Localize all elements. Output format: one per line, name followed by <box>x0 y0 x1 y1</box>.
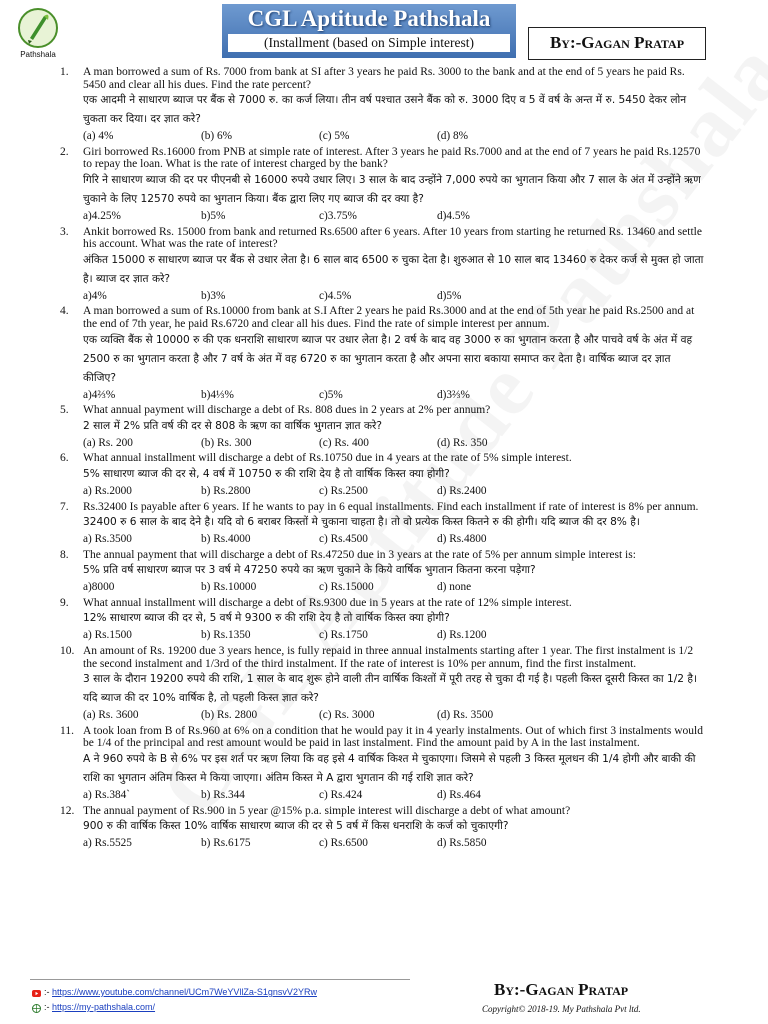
option-a: a) Rs.3500 <box>83 533 132 546</box>
question-list <box>0 66 768 853</box>
question-text-hi: 12% साधारण ब्याज की दर से, 5 वर्ष मे 9300 रु की राशि देय है तो वार्षिक किस्त क्या होगी? <box>83 612 450 625</box>
option-a: a) Rs.1500 <box>83 629 132 642</box>
option-c: c) Rs.1750 <box>319 629 368 642</box>
question-number: 5. <box>60 404 69 417</box>
copyright-text: Copyright© 2018-19. My Pathshala Pvt ltd. <box>482 1004 641 1014</box>
question-text-en: The annual payment that will discharge a debt of Rs.47250 due in 3 years at the rate of 5% per annum simple interest is: <box>83 548 636 561</box>
question-2 <box>0 146 768 223</box>
youtube-link-row: :- https://www.youtube.com/channel/UCm7WeYVllZa-S1gnsvV2YRw <box>32 987 317 997</box>
question-text-hi: गिरि ने साधारण ब्याज की दर पर पीएनबी से 16000 रुपये उधार लिए। 3 साल के बाद उन्होंने 7,000 रुपये का भुगतान किया और 7 साल के अंत में उन्होंने ऋण चुकाने के लिए 12570 रुपये का भुगतान किया। बैंक द्वारा लिए गए ब्याज की दर क्या है? <box>83 173 701 205</box>
question-10 <box>0 645 768 722</box>
question-12 <box>0 805 768 850</box>
option-c: c) Rs.4500 <box>319 533 368 546</box>
question-9 <box>0 597 768 642</box>
question-text-hi: एक व्यक्ति बैंक से 10000 रु की एक धनराशि साधारण ब्याज पर उधार लेता है। 2 वर्ष के बाद वह 3000 रु का भुगतान करता है और पाचवे वर्ष के अंत में वह 2500 रु का भुगतान करता है और 7 वर्ष के अंत में वह 6720 रु का भुगतान करता है और अपना सारा बकाया समाप्त कर देता है। वार्षिक ब्याज दर ज्ञात कीजिए? <box>83 333 693 384</box>
options-row <box>83 290 706 303</box>
question-1 <box>0 66 768 143</box>
youtube-link[interactable]: https://www.youtube.com/channel/UCm7WeYVllZa-S1gnsvV2YRw <box>52 987 317 997</box>
option-d: d) Rs.464 <box>437 789 481 802</box>
option-a: a) Rs.2000 <box>83 484 132 497</box>
author-box: By:-Gagan Pratap <box>528 27 706 60</box>
option-d: d) none <box>437 581 472 594</box>
question-8 <box>0 549 768 594</box>
question-3 <box>0 226 768 303</box>
question-text-hi: A ने 960 रुपये के B से 6% पर इस शर्त पर ऋण लिया कि वह इसे 4 वार्षिक किश्त मे चुकाएगा। जिसमे से पहली 3 किस्त मूलधन की 1/4 होगी और बाकी की राशि का भुगतान अंतिम किस्त मे किया जाएगा। अंतिम किस्त मे A द्वारा भुगतान की गई राशि ज्ञात करे? <box>83 753 696 785</box>
question-number: 8. <box>60 548 69 561</box>
title-banner <box>222 4 516 58</box>
option-b: b) Rs.6175 <box>201 837 251 850</box>
option-b: (b) 6% <box>201 130 233 143</box>
option-b: b) Rs.10000 <box>201 581 257 594</box>
option-b: b) Rs.2800 <box>201 484 251 497</box>
question-11 <box>0 725 768 802</box>
logo-label: Pathshala <box>20 50 56 59</box>
question-5 <box>0 404 768 449</box>
option-d: d) Rs.2400 <box>437 484 487 497</box>
option-c: (c) Rs. 400 <box>319 436 369 449</box>
options-row <box>83 210 706 223</box>
option-c: (c) 5% <box>319 130 350 143</box>
question-text-hi: 32400 रु 6 साल के बाद देने है। यदि वो 6 बराबर किस्तों मे चुकाना चाहता है। तो वो प्रत्येक किस्त कितने रु की होगी। यदि ब्याज की दर 8% है। <box>83 516 640 529</box>
option-d: d)3⅔% <box>437 388 470 401</box>
option-a: a)4% <box>83 289 107 302</box>
page-header <box>0 0 768 64</box>
option-a: (a) Rs. 3600 <box>83 709 139 722</box>
question-text-en: The annual payment of Rs.900 in 5 year @15% p.a. simple interest will discharge a debt of what amount? <box>83 804 571 817</box>
option-b: b) Rs.1350 <box>201 629 251 642</box>
option-c: (c) Rs. 3000 <box>319 709 375 722</box>
pathshala-logo <box>10 4 66 60</box>
question-7 <box>0 501 768 546</box>
question-number: 3. <box>60 225 69 238</box>
option-a: (a) 4% <box>83 130 114 143</box>
options-row <box>83 437 706 450</box>
option-c: c)3.75% <box>319 209 357 222</box>
options-row <box>83 581 706 594</box>
question-text-en: What annual installment will discharge a debt of Rs.9300 due in 5 years at the rate of 12% simple interest. <box>83 596 572 609</box>
option-c: c) Rs.15000 <box>319 581 374 594</box>
question-text-hi: 900 रु की वार्षिक किस्त 10% वार्षिक साधारण ब्याज की दर से 5 वर्ष में किस धनराशि के कर्ज को चुकाएगी? <box>83 820 509 833</box>
option-a: a) Rs.384` <box>83 789 131 802</box>
question-number: 6. <box>60 452 69 465</box>
option-d: d)5% <box>437 289 462 302</box>
option-d: d) Rs.1200 <box>437 629 487 642</box>
option-a: a)8000 <box>83 581 115 594</box>
option-b: b)3% <box>201 289 226 302</box>
option-c: c)4.5% <box>319 289 352 302</box>
question-text-hi: 5% साधारण ब्याज की दर से, 4 वर्ष में 10750 रु की राशि देय है तो वार्षिक किस्त क्या होगी? <box>83 467 450 480</box>
option-a: a)4⅔% <box>83 388 116 401</box>
options-row <box>83 837 706 850</box>
option-a: a)4.25% <box>83 209 121 222</box>
question-text-hi: 2 साल में 2% प्रति वर्ष की दर से 808 के ऋण का वार्षिक भुगतान ज्ञात करे? <box>83 419 382 432</box>
options-row <box>83 629 706 642</box>
footer-author: By:-Gagan Pratap <box>494 980 629 999</box>
option-d: (d) Rs. 350 <box>437 436 488 449</box>
option-b: b)5% <box>201 209 226 222</box>
option-b: b) Rs.4000 <box>201 533 251 546</box>
page-footer <box>0 974 768 1024</box>
page-title: CGL Aptitude Pathshala <box>247 6 491 31</box>
option-a: a) Rs.5525 <box>83 837 132 850</box>
question-number: 12. <box>60 804 75 817</box>
question-4 <box>0 305 768 401</box>
question-number: 10. <box>60 645 75 658</box>
option-d: (d) Rs. 3500 <box>437 709 494 722</box>
question-number: 11. <box>60 724 74 737</box>
question-text-en: What annual payment will discharge a debt of Rs. 808 dues in 2 years at 2% per annum? <box>83 404 491 417</box>
question-number: 4. <box>60 305 69 318</box>
option-d: (d) 8% <box>437 130 469 143</box>
option-b: (b) Rs. 2800 <box>201 709 258 722</box>
options-row <box>83 533 706 546</box>
question-text-en: Rs.32400 Is payable after 6 years. If he wants to pay in 6 equal installments. Find each installment if rate of interest is 8% per annum. <box>83 500 699 513</box>
question-text-en: Giri borrowed Rs.16000 from PNB at simple rate of interest. After 3 years he paid Rs.7000 and at the end of 7 years he paid Rs.12570 to repay the loan. What is the rate of interest charged by the bank? <box>83 145 701 171</box>
question-text-en: A man borrowed a sum of Rs. 7000 from bank at SI after 3 years he paid Rs. 3000 to the bank and at the end of 5 years he paid Rs. 5450 and clear all his dues. Find the rate percent? <box>83 66 685 91</box>
options-row <box>83 789 706 802</box>
question-6 <box>0 452 768 497</box>
option-b: b)4⅓% <box>201 388 234 401</box>
question-number: 7. <box>60 500 69 513</box>
options-row <box>83 709 706 722</box>
question-text-en: A man borrowed a sum of Rs.10000 from bank at S.I After 2 years he paid Rs.3000 and at the end of 5th year he paid Rs.2500 and at the end of 7th year, he paid Rs.6720 and clear all his dues. Find the rate of simple interest per annum. <box>83 305 695 330</box>
question-text-hi: 3 साल के दौरान 19200 रुपये की राशि, 1 साल के बाद शुरू होने वाली तीन वार्षिक किश्तों में पूरी तरह से चुका दी गई है। पहली किस्त दूसरी किस्त का 1/2 है। यदि ब्याज की दर 10% वार्षिक है, तो पहली किस्त ज्ञात करे? <box>83 673 698 705</box>
option-c: c) Rs.2500 <box>319 484 368 497</box>
option-c: c) Rs.424 <box>319 789 363 802</box>
option-c: c) Rs.6500 <box>319 837 368 850</box>
question-text-en: Ankit borrowed Rs. 15000 from bank and returned Rs.6500 after 6 years. After 10 years from starting he returned Rs. 13460 and settle his account. What was the rate of interest? <box>83 225 702 251</box>
youtube-icon <box>32 989 41 996</box>
option-c: c)5% <box>319 388 343 401</box>
question-number: 2. <box>60 145 69 158</box>
options-row <box>83 130 706 143</box>
question-text-en: What annual installment will discharge a debt of Rs.10750 due in 4 years at the rate of 5% simple interest. <box>83 452 572 465</box>
footer-divider <box>30 979 410 980</box>
options-row <box>83 389 706 402</box>
page-subtitle: (Installment (based on Simple interest) <box>228 34 510 52</box>
options-row <box>83 485 706 498</box>
website-link-row: :- https://my-pathshala.com/ <box>32 1002 155 1012</box>
option-b: (b) Rs. 300 <box>201 436 252 449</box>
option-d: d) Rs.4800 <box>437 533 487 546</box>
option-b: b) Rs.344 <box>201 789 245 802</box>
option-d: d) Rs.5850 <box>437 837 487 850</box>
website-link[interactable]: https://my-pathshala.com/ <box>52 1002 156 1012</box>
question-text-en: A took loan from B of Rs.960 at 6% on a condition that he would pay it in 4 yearly instalments. Out of which first 3 instalments would be 1/4 of the principal and rest amount would be paid in last instalment. Find the amount paid by A in the last instalment. <box>83 724 703 750</box>
question-number: 9. <box>60 596 69 609</box>
question-number: 1. <box>60 66 69 78</box>
option-d: d)4.5% <box>437 209 470 222</box>
option-a: (a) Rs. 200 <box>83 436 133 449</box>
question-text-hi: अंकित 15000 रु साधारण ब्याज पर बैंक से उधार लेता है। 6 साल बाद 6500 रु चुका देता है। शुरुआत से 10 साल बाद 13460 रु देकर कर्ज से मुक्त हो जाता है। ब्याज दर ज्ञात करे? <box>83 253 704 285</box>
question-text-hi: एक आदमी ने साधारण ब्याज पर बैंक से 7000 रु. का कर्ज लिया। तीन वर्ष पश्चात उसने बैंक को रु. 3000 दिए व 5 वें वर्ष के अन्त में रु. 5450 देकर लोन चुकता कर दिया। दर ज्ञात करे? <box>83 94 687 126</box>
question-text-en: An amount of Rs. 19200 due 3 years hence, is fully repaid in three annual instalments starting after 1 year. The first instalment is 1/2 the second instalment and 1/3rd of the third instalment. If the rate of interest is 10% per annum, find the first instalment. <box>83 645 694 670</box>
question-text-hi: 5% प्रति वर्ष साधारण ब्याज पर 3 वर्ष मे 47250 रुपये का ऋण चुकाने के किये वार्षिक भुगतान कितना करना पड़ेगा? <box>83 564 536 577</box>
globe-icon <box>32 1004 41 1011</box>
